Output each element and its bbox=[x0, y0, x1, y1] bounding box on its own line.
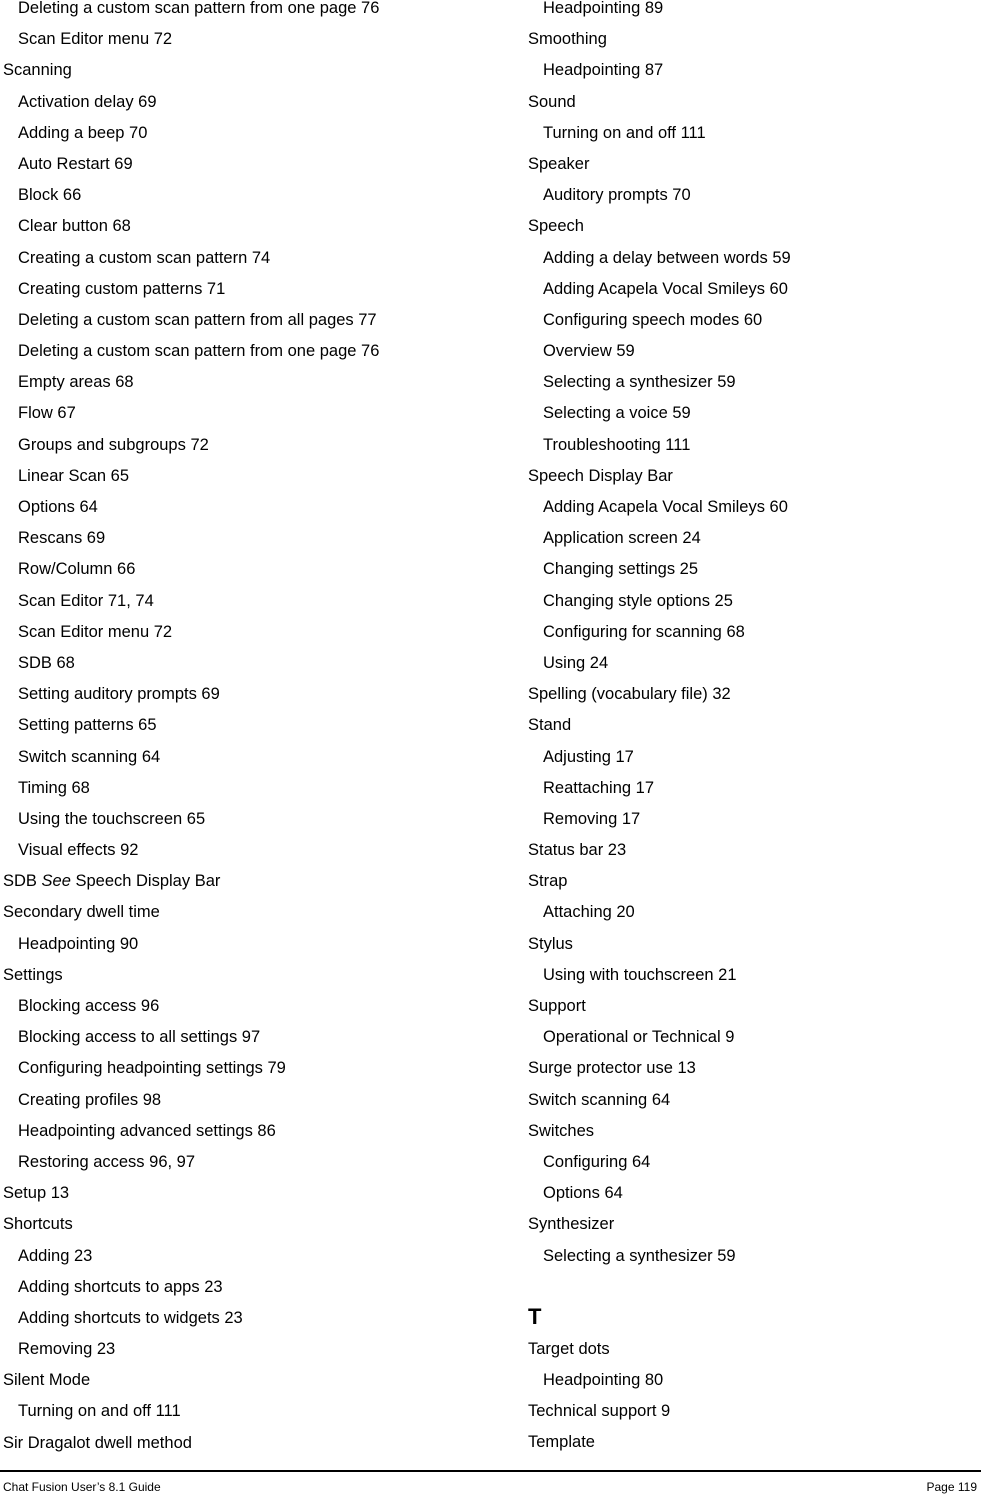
index-subentry: Deleting a custom scan pattern from one page 76 bbox=[18, 0, 380, 17]
index-subentry: Overview 59 bbox=[543, 342, 635, 361]
index-subentry: Options 64 bbox=[543, 1184, 623, 1203]
index-subentry: Creating custom patterns 71 bbox=[18, 279, 226, 298]
index-subentry: Setting patterns 65 bbox=[18, 716, 157, 735]
index-subentry: Headpointing 90 bbox=[18, 934, 139, 953]
index-entry: Stand bbox=[528, 716, 572, 735]
index-subentry: Creating a custom scan pattern 74 bbox=[18, 248, 271, 267]
index-entry: Status bar 23 bbox=[528, 841, 627, 860]
index-subentry: Visual effects 92 bbox=[18, 841, 139, 860]
index-subentry: Changing settings 25 bbox=[543, 560, 699, 579]
index-entry: Settings bbox=[3, 965, 63, 984]
index-subentry: Auditory prompts 70 bbox=[543, 186, 691, 205]
index-entry: Template bbox=[528, 1433, 595, 1452]
see-reference-target: Speech Display Bar bbox=[70, 872, 221, 891]
index-term: SDB bbox=[3, 872, 42, 891]
index-subentry: Using the touchscreen 65 bbox=[18, 809, 206, 828]
index-subentry: Deleting a custom scan pattern from all pages 77 bbox=[18, 310, 377, 329]
index-subentry: Removing 23 bbox=[18, 1340, 116, 1359]
index-subentry: Selecting a synthesizer 59 bbox=[543, 1246, 736, 1265]
index-entry: Scanning bbox=[3, 61, 72, 80]
index-entry: Shortcuts bbox=[3, 1215, 73, 1234]
index-subentry: Deleting a custom scan pattern from one page 76 bbox=[18, 342, 380, 361]
index-entry: Speech bbox=[528, 217, 584, 236]
index-subentry: Headpointing 89 bbox=[543, 0, 664, 17]
index-entry: Switches bbox=[528, 1121, 595, 1140]
index-entry: Strap bbox=[528, 872, 568, 891]
index-subentry: Configuring headpointing settings 79 bbox=[18, 1059, 286, 1078]
see-reference-label: See bbox=[41, 872, 71, 891]
index-subentry: Using 24 bbox=[543, 653, 609, 672]
index-entry: Sound bbox=[528, 92, 576, 111]
index-subentry: Headpointing 80 bbox=[543, 1370, 664, 1389]
index-subentry: Turning on and off 111 bbox=[543, 123, 706, 142]
index-subentry: Adding a delay between words 59 bbox=[543, 248, 791, 267]
index-subentry: Reattaching 17 bbox=[543, 778, 654, 797]
index-subentry: Linear Scan 65 bbox=[18, 466, 129, 485]
index-subentry: Block 66 bbox=[18, 186, 82, 205]
index-entry: Synthesizer bbox=[528, 1215, 615, 1234]
index-entry: Sir Dragalot dwell method bbox=[3, 1433, 192, 1452]
index-entry: Spelling (vocabulary file) 32 bbox=[528, 685, 731, 704]
index-subentry: Flow 67 bbox=[18, 404, 76, 423]
index-entry: Speaker bbox=[528, 154, 590, 173]
index-subentry: Configuring 64 bbox=[543, 1152, 651, 1171]
index-subentry: Operational or Technical 9 bbox=[543, 1028, 735, 1047]
index-subentry: Removing 17 bbox=[543, 809, 641, 828]
index-subentry: Adding a beep 70 bbox=[18, 123, 148, 142]
index-subentry: Adding shortcuts to widgets 23 bbox=[18, 1308, 243, 1327]
index-subentry: Scan Editor menu 72 bbox=[18, 622, 173, 641]
index-letter-heading: T bbox=[528, 1303, 542, 1329]
index-entry: Smoothing bbox=[528, 30, 607, 49]
index-column-left bbox=[3, 0, 483, 1459]
index-entry: Support bbox=[528, 997, 586, 1015]
index-entry: Surge protector use 13 bbox=[528, 1059, 696, 1078]
index-subentry: Clear button 68 bbox=[18, 217, 131, 236]
index-subentry: Blocking access to all settings 97 bbox=[18, 1028, 261, 1047]
index-subentry: Groups and subgroups 72 bbox=[18, 435, 209, 454]
index-subentry: Restoring access 96, 97 bbox=[18, 1152, 196, 1171]
index-subentry: Configuring speech modes 60 bbox=[543, 310, 763, 329]
index-entry: Speech Display Bar bbox=[528, 466, 673, 485]
index-entry: Setup 13 bbox=[3, 1184, 70, 1203]
index-subentry: Auto Restart 69 bbox=[18, 154, 133, 173]
index-subentry: Selecting a voice 59 bbox=[543, 404, 691, 423]
footer-guide-title: Chat Fusion User’s 8.1 Guide bbox=[3, 1480, 161, 1494]
index-subentry: Adding Acapela Vocal Smileys 60 bbox=[543, 498, 788, 516]
index-subentry: Rescans 69 bbox=[18, 529, 106, 548]
index-subentry: Application screen 24 bbox=[543, 529, 701, 548]
index-subentry: Troubleshooting 111 bbox=[543, 435, 691, 454]
index-subentry: Adding 23 bbox=[18, 1246, 93, 1265]
index-subentry: Selecting a synthesizer 59 bbox=[543, 373, 736, 392]
index-entry-cross-reference bbox=[3, 866, 483, 897]
index-subentry: Blocking access 96 bbox=[18, 997, 160, 1015]
index-subentry: Row/Column 66 bbox=[18, 560, 136, 579]
index-entry: Secondary dwell time bbox=[3, 903, 160, 922]
index-subentry: Turning on and off 111 bbox=[18, 1402, 181, 1421]
footer-divider bbox=[0, 1470, 981, 1472]
index-subentry: Scan Editor 71, 74 bbox=[18, 591, 154, 610]
index-entry: Target dots bbox=[528, 1339, 610, 1358]
index-subentry: Configuring for scanning 68 bbox=[543, 622, 745, 641]
index-subentry: Scan Editor menu 72 bbox=[18, 30, 173, 49]
index-subentry: Adding shortcuts to apps 23 bbox=[18, 1277, 223, 1296]
index-entry: Silent Mode bbox=[3, 1371, 91, 1390]
footer-page-number: Page 119 bbox=[926, 1480, 977, 1494]
index-subentry: Options 64 bbox=[18, 498, 98, 516]
index-subentry: Adding Acapela Vocal Smileys 60 bbox=[543, 279, 788, 298]
index-subentry: Activation delay 69 bbox=[18, 92, 157, 111]
index-subentry: Headpointing 87 bbox=[543, 61, 664, 80]
index-entry: Stylus bbox=[528, 934, 573, 953]
index-subentry: Adjusting 17 bbox=[543, 747, 634, 766]
index-entry: Technical support 9 bbox=[528, 1402, 671, 1421]
index-subentry: Setting auditory prompts 69 bbox=[18, 685, 220, 704]
index-subentry: SDB 68 bbox=[18, 653, 75, 672]
index-subentry: Empty areas 68 bbox=[18, 373, 134, 392]
index-subentry: Using with touchscreen 21 bbox=[543, 965, 737, 984]
index-subentry: Attaching 20 bbox=[543, 903, 635, 922]
index-column-right bbox=[528, 0, 981, 1458]
index-subentry: Headpointing advanced settings 86 bbox=[18, 1121, 276, 1140]
index-subentry: Creating profiles 98 bbox=[18, 1090, 162, 1109]
index-subentry: Changing style options 25 bbox=[543, 591, 733, 610]
index-subentry: Switch scanning 64 bbox=[18, 747, 161, 766]
index-entry: Switch scanning 64 bbox=[528, 1090, 671, 1109]
index-subentry: Timing 68 bbox=[18, 778, 90, 797]
